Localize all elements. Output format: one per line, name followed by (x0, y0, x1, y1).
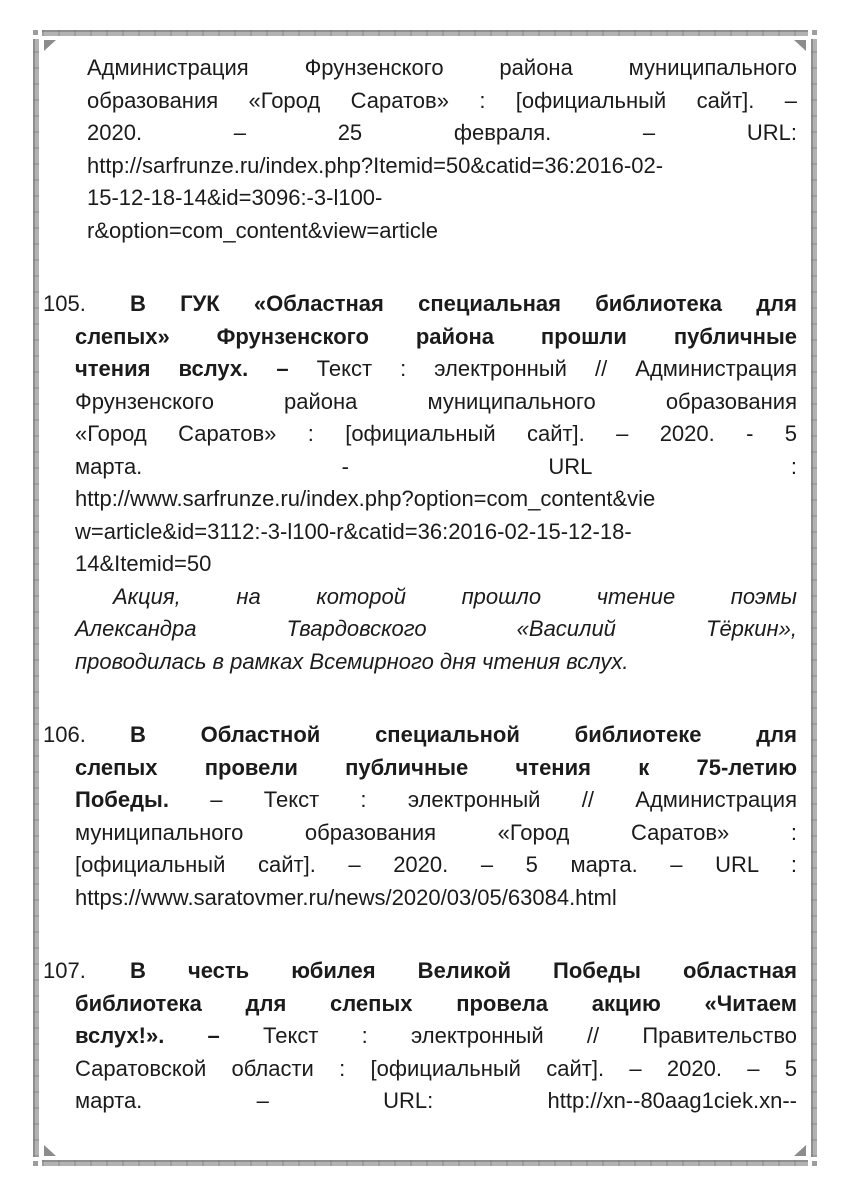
text-line (75, 752, 797, 785)
text-run: r&option=com_content&view=article (87, 217, 438, 243)
bibliography-entry (43, 719, 797, 914)
text-run: Победы. (75, 787, 211, 812)
entry-paragraph (87, 52, 797, 247)
text-line (75, 955, 797, 988)
text-run: w=article&id=3112:-3-l100-r&catid=36:2016-02-15-12-18- (75, 518, 632, 544)
text-line (75, 451, 797, 484)
corner-ornament-top-left-icon (44, 40, 56, 51)
text-run: [официальный сайт]. – 2020. – 5 марта. – URL : (75, 852, 797, 877)
text-run: https://www.saratovmer.ru/news/2020/03/05/63084.html (75, 884, 617, 910)
bibliography-entry (43, 955, 797, 1118)
text-line (87, 150, 797, 183)
text-run: 2020. – 25 февраля. – URL: (87, 120, 797, 145)
text-run: Фрунзенского района муниципального образования (75, 388, 797, 414)
entry-paragraph (75, 719, 797, 914)
text-line (87, 52, 797, 85)
text-run: http://www.sarfrunze.ru/index.php?option=com_content&vie (75, 486, 656, 511)
text-line (75, 988, 797, 1021)
text-run: марта. - URL : (75, 453, 797, 479)
entry-paragraph (75, 288, 797, 581)
text-line (75, 817, 797, 850)
text-run: В Областной специальной библиотеке для (130, 722, 797, 747)
text-run: образования «Город Саратов» : [официальный сайт]. – (87, 87, 797, 113)
text-line (87, 117, 797, 150)
text-run: – Текст : электронный // Администрация (210, 787, 797, 812)
text-run: В ГУК «Областная специальная библиотека для (130, 291, 797, 316)
corner-ornament-bottom-left-icon (44, 1145, 56, 1156)
text-run: муниципального образования «Город Саратов» : (75, 819, 797, 845)
text-run: 14&Itemid=50 (75, 551, 212, 576)
text-line (75, 386, 797, 419)
text-line (75, 483, 797, 516)
text-line (75, 849, 797, 882)
border-corner-square-bottom-right (812, 1161, 817, 1166)
entry-number: 107. (43, 958, 86, 983)
text-line (75, 581, 797, 614)
text-line (75, 1085, 797, 1118)
text-run: слепых» Фрунзенского района прошли публичные (75, 323, 797, 349)
text-run: Текст : электронный // Правительство (263, 1023, 797, 1048)
text-line (75, 1020, 797, 1053)
entries (43, 52, 797, 1118)
entry-paragraph (75, 955, 797, 1118)
text-run: Акция, на которой прошло чтение поэмы (113, 583, 797, 609)
border-corner-square-bottom-left (33, 1161, 38, 1166)
text-run: марта. – URL: http://xn--80aag1ciek.xn-- (75, 1088, 797, 1113)
bibliography-entry (43, 288, 797, 678)
text-line (75, 882, 797, 915)
entry-number: 106. (43, 722, 86, 747)
text-run: Саратовской области : [официальный сайт]. – 2020. – 5 (75, 1055, 797, 1081)
border-corner-square-top-right (812, 30, 817, 35)
text-line (75, 719, 797, 752)
text-line (75, 516, 797, 549)
text-run: http://sarfrunze.ru/index.php?Itemid=50&catid=36:2016-02- (87, 152, 664, 178)
entry-number: 105. (43, 291, 86, 316)
text-run: библиотека для слепых провела акцию «Читаем (75, 990, 797, 1016)
text-run: 15-12-18-14&id=3096:-3-l100- (87, 185, 383, 210)
entry-annotation (75, 581, 797, 679)
corner-ornament-top-right-icon (794, 40, 806, 51)
page-border-top (42, 30, 808, 36)
bibliography-entry (75, 52, 797, 247)
text-run: «Город Саратов» : [официальный сайт]. – 2020. - 5 (75, 421, 797, 446)
text-line (75, 548, 797, 581)
text-line (87, 182, 797, 215)
page-border-bottom (42, 1160, 808, 1166)
text-line (87, 215, 797, 248)
text-line (75, 288, 797, 321)
text-run: Александра Твардовского «Василий Тёркин», (75, 616, 797, 641)
text-line (75, 418, 797, 451)
text-line (75, 353, 797, 386)
text-run: проводилась в рамках Всемирного дня чтения вслух. (75, 648, 629, 674)
corner-ornament-bottom-right-icon (794, 1145, 806, 1156)
text-run: Администрация Фрунзенского района муниципального (87, 55, 797, 80)
text-run: слепых провели публичные чтения к 75-летию (75, 754, 797, 780)
text-run: чтения вслух. – (75, 356, 317, 381)
text-line (75, 1053, 797, 1086)
text-run: вслух!». – (75, 1023, 264, 1048)
page-border-left (33, 39, 39, 1157)
text-line (75, 613, 797, 646)
text-line (87, 85, 797, 118)
text-line (75, 646, 797, 679)
page-border-right (811, 39, 817, 1157)
text-run: Текст : электронный // Администрация (316, 356, 797, 381)
text-line (75, 784, 797, 817)
border-corner-square-top-left (33, 30, 38, 35)
text-run: В честь юбилея Великой Победы областная (130, 958, 797, 983)
text-line (75, 321, 797, 354)
